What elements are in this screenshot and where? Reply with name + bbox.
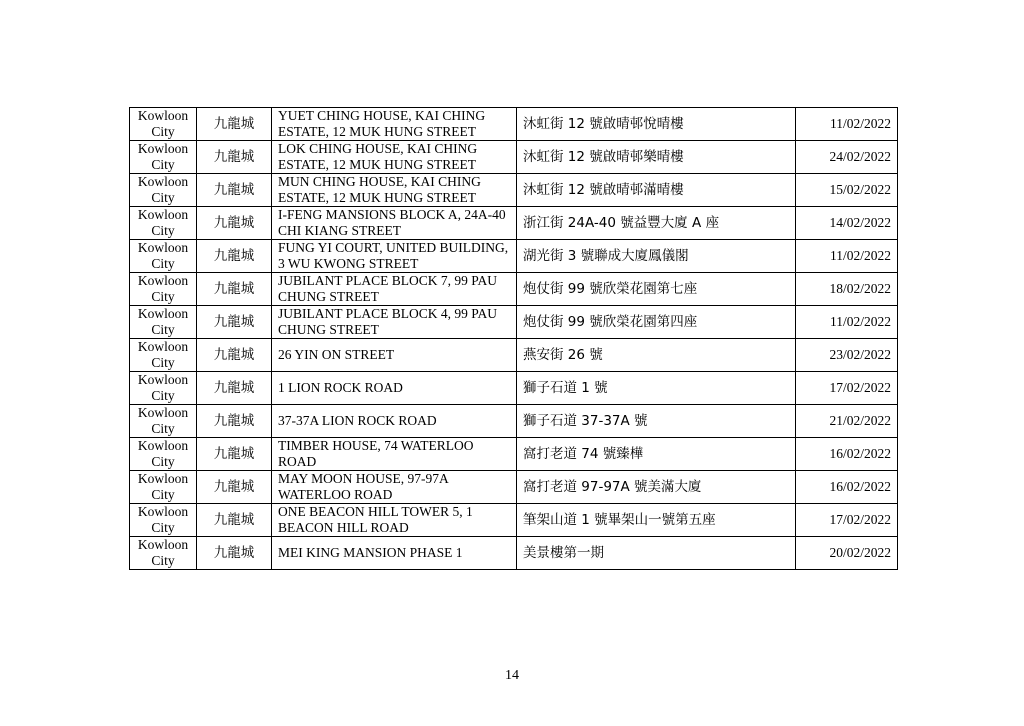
table-row	[130, 207, 898, 240]
date-cell: 11/02/2022	[796, 108, 898, 141]
district-cell: Kowloon City	[130, 273, 197, 306]
district-chinese-cell: 九龍城	[197, 273, 272, 306]
district-chinese-cell: 九龍城	[197, 306, 272, 339]
date-cell: 23/02/2022	[796, 339, 898, 372]
district-cell: Kowloon City	[130, 405, 197, 438]
district-cell: Kowloon City	[130, 306, 197, 339]
date-cell: 16/02/2022	[796, 471, 898, 504]
building-name-chinese-cell: 獅子石道 37-37A 號	[517, 405, 796, 438]
date-cell: 16/02/2022	[796, 438, 898, 471]
date-cell: 17/02/2022	[796, 504, 898, 537]
building-name-cell: YUET CHING HOUSE, KAI CHING ESTATE, 12 MUK HUNG STREET	[272, 108, 517, 141]
table-row	[130, 471, 898, 504]
date-cell: 24/02/2022	[796, 141, 898, 174]
table-row	[130, 438, 898, 471]
building-name-chinese-cell: 沐虹街 12 號啟晴邨樂晴樓	[517, 141, 796, 174]
building-name-chinese-cell: 沐虹街 12 號啟晴邨悅晴樓	[517, 108, 796, 141]
date-cell: 20/02/2022	[796, 537, 898, 570]
district-chinese-cell: 九龍城	[197, 207, 272, 240]
district-cell: Kowloon City	[130, 372, 197, 405]
building-name-cell: 37-37A LION ROCK ROAD	[272, 405, 517, 438]
building-name-chinese-cell: 筆架山道 1 號畢架山一號第五座	[517, 504, 796, 537]
district-cell: Kowloon City	[130, 537, 197, 570]
date-cell: 15/02/2022	[796, 174, 898, 207]
building-name-chinese-cell: 炮仗街 99 號欣榮花園第四座	[517, 306, 796, 339]
building-name-cell: MEI KING MANSION PHASE 1	[272, 537, 517, 570]
building-name-cell: I-FENG MANSIONS BLOCK A, 24A-40 CHI KIANG STREET	[272, 207, 517, 240]
building-name-chinese-cell: 湖光街 3 號聯成大廈鳳儀閣	[517, 240, 796, 273]
building-name-chinese-cell: 窩打老道 74 號臻樺	[517, 438, 796, 471]
building-name-cell: MAY MOON HOUSE, 97-97A WATERLOO ROAD	[272, 471, 517, 504]
district-chinese-cell: 九龍城	[197, 141, 272, 174]
page-number: 14	[505, 668, 519, 683]
district-chinese-cell: 九龍城	[197, 537, 272, 570]
district-cell: Kowloon City	[130, 339, 197, 372]
building-register-table	[129, 107, 898, 570]
date-cell: 11/02/2022	[796, 240, 898, 273]
district-chinese-cell: 九龍城	[197, 339, 272, 372]
district-cell: Kowloon City	[130, 504, 197, 537]
table-row	[130, 174, 898, 207]
district-chinese-cell: 九龍城	[197, 240, 272, 273]
district-cell: Kowloon City	[130, 207, 197, 240]
district-chinese-cell: 九龍城	[197, 504, 272, 537]
district-chinese-cell: 九龍城	[197, 174, 272, 207]
building-name-cell: 1 LION ROCK ROAD	[272, 372, 517, 405]
district-cell: Kowloon City	[130, 141, 197, 174]
district-cell: Kowloon City	[130, 174, 197, 207]
table-row	[130, 141, 898, 174]
table-row	[130, 273, 898, 306]
table-row	[130, 372, 898, 405]
building-name-chinese-cell: 浙江街 24A-40 號益豐大廈 A 座	[517, 207, 796, 240]
district-chinese-cell: 九龍城	[197, 438, 272, 471]
building-name-chinese-cell: 美景樓第一期	[517, 537, 796, 570]
table-row	[130, 108, 898, 141]
district-chinese-cell: 九龍城	[197, 471, 272, 504]
building-name-cell: FUNG YI COURT, UNITED BUILDING, 3 WU KWONG STREET	[272, 240, 517, 273]
table-row	[130, 504, 898, 537]
date-cell: 17/02/2022	[796, 372, 898, 405]
building-name-cell: 26 YIN ON STREET	[272, 339, 517, 372]
table-row	[130, 240, 898, 273]
district-cell: Kowloon City	[130, 108, 197, 141]
district-chinese-cell: 九龍城	[197, 405, 272, 438]
table-body	[130, 108, 898, 570]
table-row	[130, 405, 898, 438]
table-row	[130, 306, 898, 339]
building-name-cell: TIMBER HOUSE, 74 WATERLOO ROAD	[272, 438, 517, 471]
building-name-cell: JUBILANT PLACE BLOCK 4, 99 PAU CHUNG STREET	[272, 306, 517, 339]
table-row	[130, 339, 898, 372]
building-name-chinese-cell: 沐虹街 12 號啟晴邨滿晴樓	[517, 174, 796, 207]
date-cell: 18/02/2022	[796, 273, 898, 306]
building-name-cell: JUBILANT PLACE BLOCK 7, 99 PAU CHUNG STREET	[272, 273, 517, 306]
building-name-cell: ONE BEACON HILL TOWER 5, 1 BEACON HILL ROAD	[272, 504, 517, 537]
date-cell: 14/02/2022	[796, 207, 898, 240]
building-name-chinese-cell: 炮仗街 99 號欣榮花園第七座	[517, 273, 796, 306]
district-cell: Kowloon City	[130, 438, 197, 471]
building-name-chinese-cell: 窩打老道 97-97A 號美滿大廈	[517, 471, 796, 504]
district-cell: Kowloon City	[130, 240, 197, 273]
building-name-cell: MUN CHING HOUSE, KAI CHING ESTATE, 12 MUK HUNG STREET	[272, 174, 517, 207]
date-cell: 11/02/2022	[796, 306, 898, 339]
district-chinese-cell: 九龍城	[197, 108, 272, 141]
district-chinese-cell: 九龍城	[197, 372, 272, 405]
building-name-cell: LOK CHING HOUSE, KAI CHING ESTATE, 12 MUK HUNG STREET	[272, 141, 517, 174]
table-row	[130, 537, 898, 570]
building-name-chinese-cell: 燕安街 26 號	[517, 339, 796, 372]
date-cell: 21/02/2022	[796, 405, 898, 438]
building-name-chinese-cell: 獅子石道 1 號	[517, 372, 796, 405]
district-cell: Kowloon City	[130, 471, 197, 504]
